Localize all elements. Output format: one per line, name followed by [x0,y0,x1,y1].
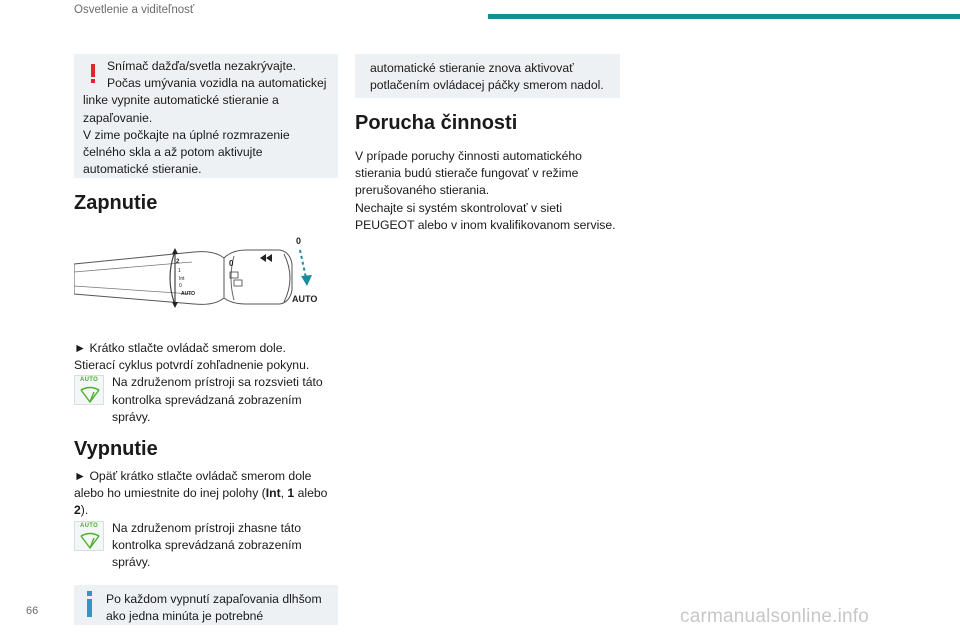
warning-box [74,54,338,178]
running-header: Osvetlenie a viditeľnosť [74,4,195,16]
zapnutie-step: ► Krátko stlačte ovládač smerom dole. [74,341,286,355]
header-accent-bar [488,14,960,19]
auto-wiper-icon-label: AUTO [79,377,99,384]
info-box-continuation [355,54,620,98]
lever-label-int: Int [179,276,185,282]
zapnutie-indicator-row [74,374,338,426]
auto-wiper-icon-label: AUTO [79,522,99,529]
right-column [355,54,620,234]
zapnutie-indicator-text: Na združenom prístroji sa rozsvieti táto kontrolka sprevádzaná zobrazením správy. [112,375,323,424]
info-box-text: Po každom vypnutí zapaľovania dlhšom ako jedna minúta je potrebné [106,592,322,624]
zapnutie-confirm: Stierací cyklus potvrdí zohľadnenie pokynu. [74,358,310,373]
vypnutie-step-two: 2 [74,503,81,518]
info-icon [86,591,94,617]
lever-label-1: 1 [178,268,181,274]
lever-label-2: 2 [176,259,180,265]
auto-wiper-icon [74,375,104,405]
vypnutie-step-int: Int [265,486,281,501]
vypnutie-step-suffix: ). [80,503,89,518]
vypnutie-step-sep: , [280,486,288,501]
porucha-text-2: Nechajte si systém skontrolovať v sieti PEUGEOT alebo v inom kvalifikovanom servise. [355,200,616,232]
lever-label-0: 0 [179,283,182,289]
heading-porucha: Porucha činnosti [355,112,518,134]
position-label-auto: AUTO [292,294,318,304]
knob-label-0: 0 [229,259,234,268]
warning-line-1: Snímač dažďa/svetla nezakrývajte. [107,59,297,73]
vypnutie-step-prefix: ► Opäť krátko stlačte ovládač smerom dole alebo ho umiestnite do inej polohy ( [74,469,312,501]
warning-line-2: Počas umývania vozidla na automatickej linke vypnite automatické stieranie a zapaľovanie. [83,76,327,125]
position-label-0: 0 [296,236,302,246]
vypnutie-indicator-text: Na združenom prístroji zhasne táto kontrolka sprevádzaná zobrazením správy. [112,520,302,570]
lever-label-auto: AUTO [181,291,196,297]
watermark: carmanualsonline.info [680,606,870,627]
vypnutie-step [74,468,338,520]
porucha-text-1: V prípade poruchy činnosti automatického stierania budú stierače fungovať v režime prerušovaného stierania. [355,149,582,198]
page-number: 66 [26,605,39,617]
heading-zapnutie: Zapnutie [74,192,158,214]
info-box-continuation-text: automatické stieranie znova aktivovať potlačením ovládacej páčky smerom nadol. [370,61,604,93]
vypnutie-step-or: alebo [294,486,328,501]
vypnutie-step-one: 1 [287,486,295,501]
warning-exclamation-icon [83,58,105,78]
info-box [74,585,338,625]
warning-line-3: V zime počkajte na úplné rozmrazenie čelného skla a až potom aktivujte automatické stieranie. [83,127,290,177]
wiper-lever-illustration [74,228,338,328]
auto-wiper-icon [74,521,104,551]
left-column [74,54,338,625]
heading-vypnutie: Vypnutie [74,438,158,461]
vypnutie-indicator-row [74,520,338,572]
